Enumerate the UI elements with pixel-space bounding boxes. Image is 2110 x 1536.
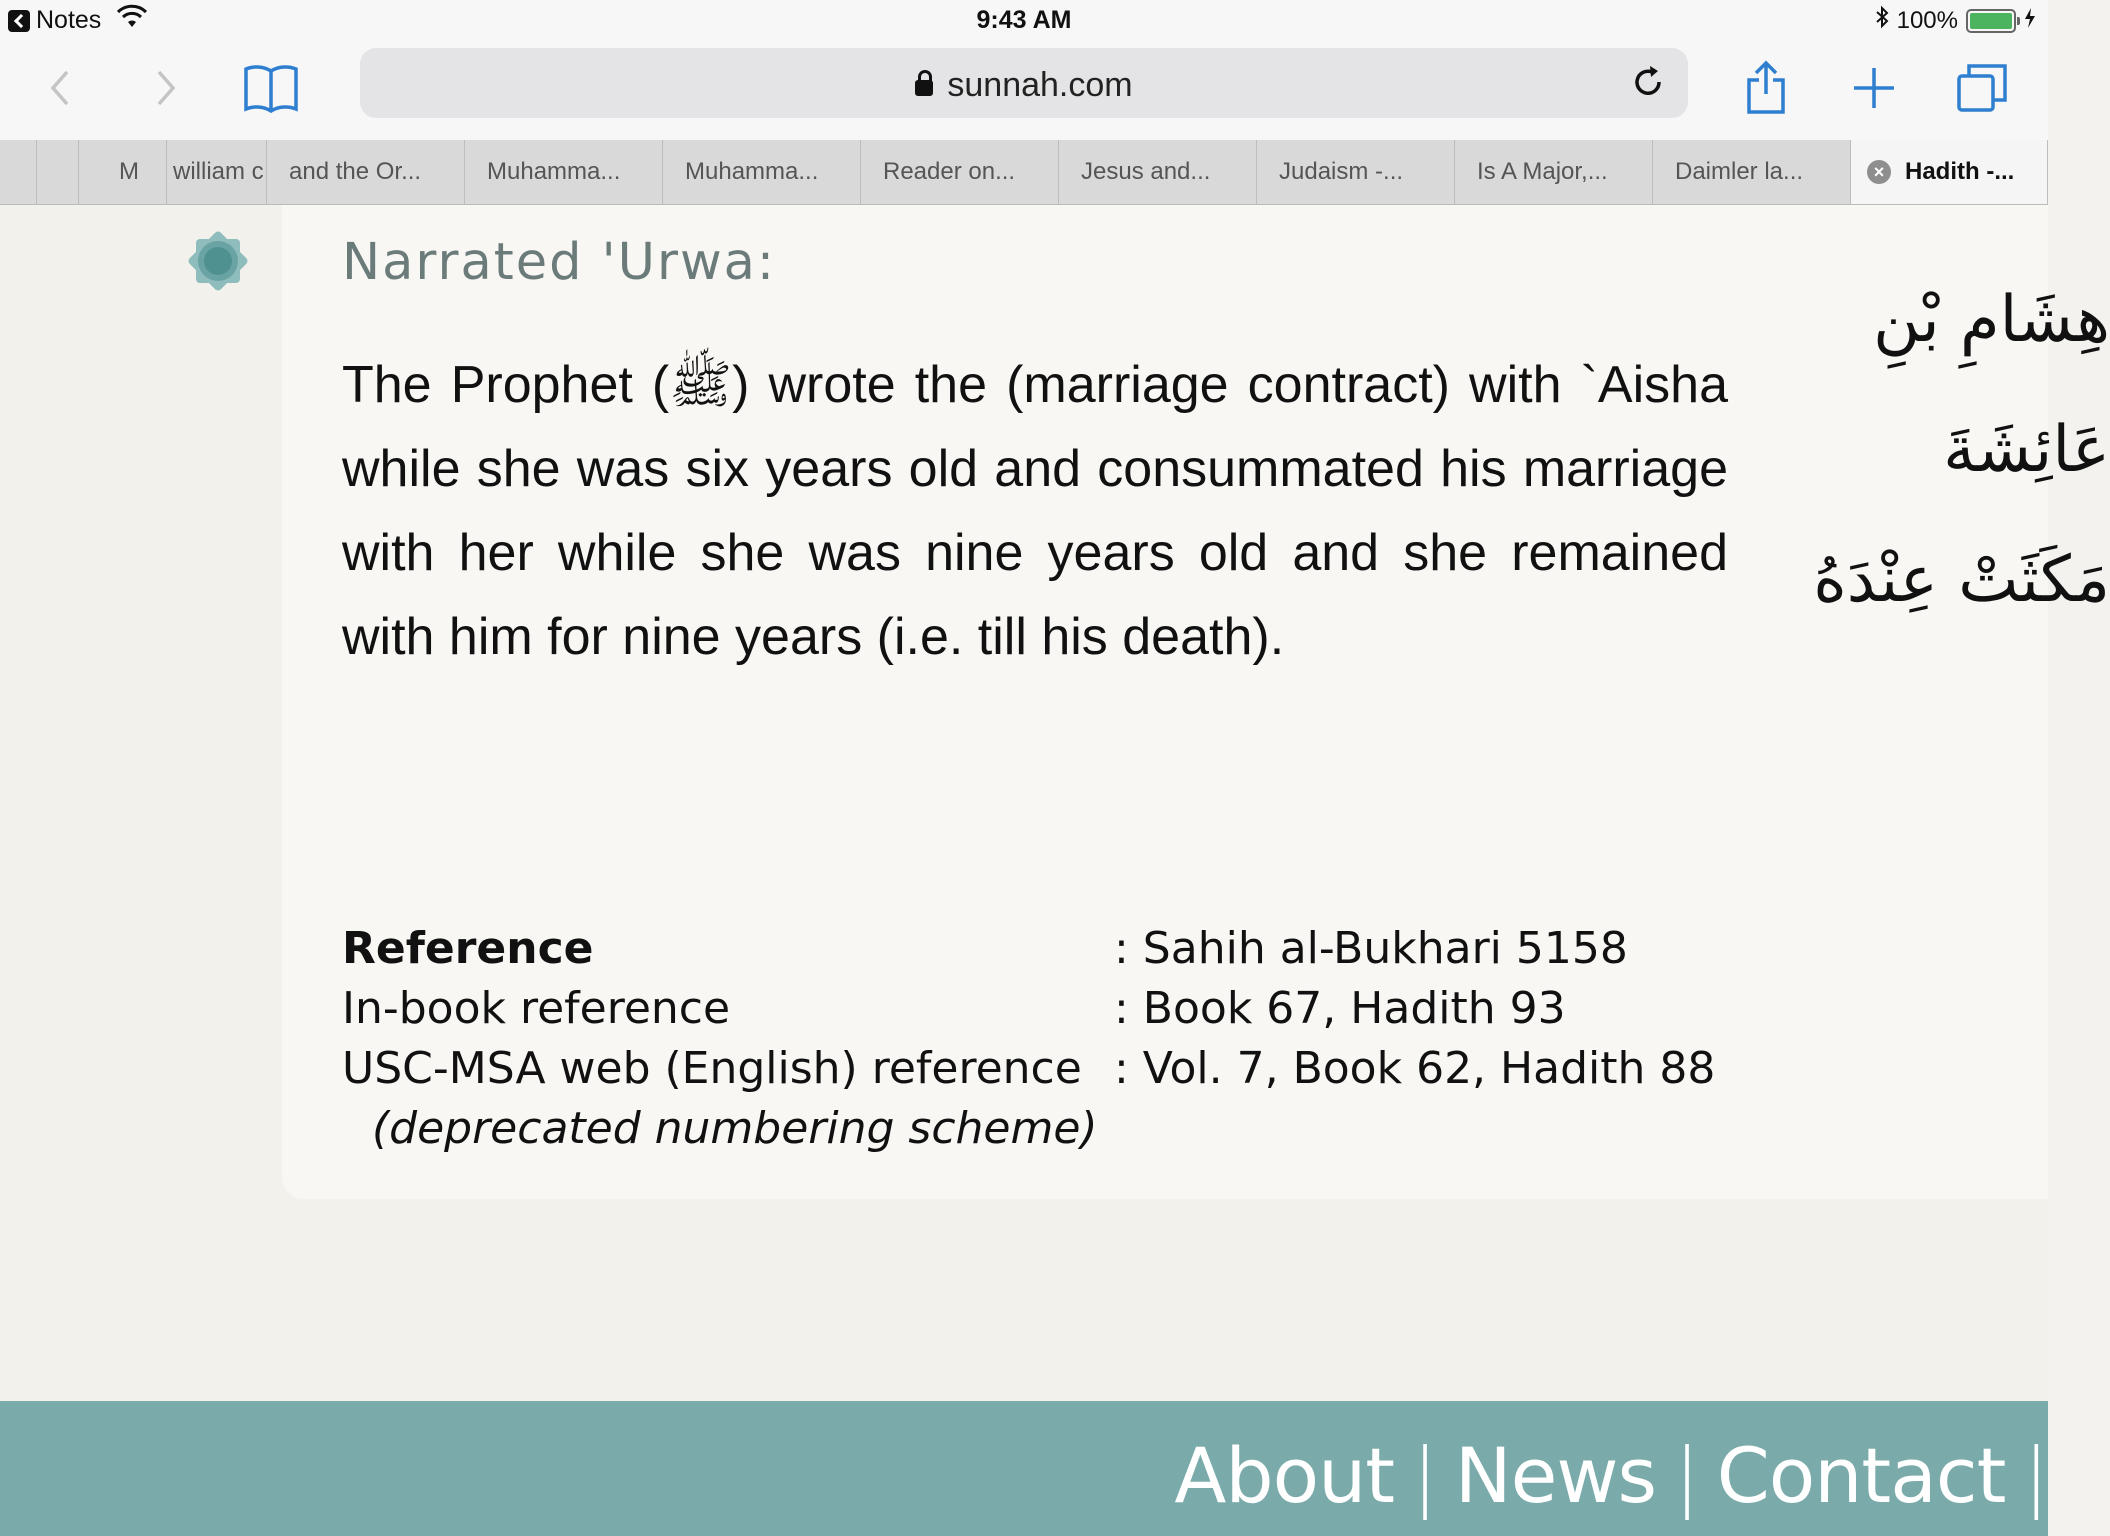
web-page xyxy=(0,205,2110,1401)
browser-toolbar xyxy=(0,40,2048,140)
chevron-left-icon xyxy=(45,68,75,108)
footer-separator: | xyxy=(1412,1431,1437,1520)
url-text: sunnah.com xyxy=(947,66,1133,104)
back-app-label: Notes xyxy=(36,6,102,34)
arabic-line: مَكَثَتْ عِنْدَهُ xyxy=(1813,543,2110,617)
reload-button[interactable] xyxy=(1628,62,1668,107)
contact-link[interactable]: Contact xyxy=(1716,1431,2006,1520)
tab-active[interactable]: × Hadith -... xyxy=(1851,140,2048,204)
tab-8[interactable]: Judaism -... xyxy=(1257,140,1455,204)
reference-value: : Sahih al-Bukhari 5158 xyxy=(1114,923,1628,974)
bookmarks-button[interactable] xyxy=(240,58,302,118)
tab-4[interactable]: Muhamma... xyxy=(465,140,663,204)
status-bar xyxy=(0,0,2048,40)
footer-separator: | xyxy=(1674,1431,1699,1520)
site-footer xyxy=(0,1401,2048,1536)
tab-bar xyxy=(0,140,2048,205)
star-emblem-icon xyxy=(176,219,260,308)
arabic-line: عَائِشَةَ xyxy=(1943,413,2110,487)
tab-9[interactable]: Is A Major,... xyxy=(1455,140,1653,204)
tabs-icon xyxy=(1955,62,2009,114)
reload-icon xyxy=(1628,62,1668,102)
battery-icon xyxy=(1966,9,2016,33)
tabs-overview-button[interactable] xyxy=(1952,58,2012,118)
reference-label: Reference xyxy=(342,923,594,974)
forward-button[interactable] xyxy=(136,58,196,118)
tab-3[interactable]: and the Or... xyxy=(267,140,465,204)
address-bar[interactable] xyxy=(360,48,1688,118)
narrator-heading: Narrated 'Urwa: xyxy=(342,233,777,292)
book-icon xyxy=(243,63,299,113)
hadith-text: The Prophet (ﷺ) wrote the (marriage contract) with `Aisha while she was six years old and consummated his marriage with her while she was nine years old and she remained with him for nine years (i.e. till his death). xyxy=(342,356,1728,666)
about-link[interactable]: About xyxy=(1174,1431,1395,1520)
charging-icon xyxy=(2024,7,2036,35)
inbook-label: In-book reference xyxy=(342,983,731,1034)
arabic-line: هِشَامِ بْنِ xyxy=(1873,283,2110,357)
plus-icon xyxy=(1850,64,1898,112)
new-tab-button[interactable] xyxy=(1844,58,1904,118)
usc-label: USC-MSA web (English) reference xyxy=(342,1043,1082,1094)
tab-stack[interactable] xyxy=(37,140,79,204)
usc-note: (deprecated numbering scheme) xyxy=(372,1103,1098,1154)
tab-5[interactable]: Muhamma... xyxy=(663,140,861,204)
tab-2[interactable]: william c xyxy=(167,140,267,204)
footer-separator: | xyxy=(2023,1431,2048,1520)
tab-1[interactable]: M xyxy=(79,140,167,204)
battery-percent: 100% xyxy=(1896,6,1958,34)
clock: 9:43 AM xyxy=(976,6,1072,34)
back-button[interactable] xyxy=(30,58,90,118)
arabic-text xyxy=(1813,255,2110,645)
chevron-right-icon xyxy=(151,68,181,108)
share-button[interactable] xyxy=(1736,58,1796,118)
inbook-value: : Book 67, Hadith 93 xyxy=(1114,983,1566,1034)
tab-7[interactable]: Jesus and... xyxy=(1059,140,1257,204)
close-tab-icon[interactable]: × xyxy=(1867,160,1891,184)
tab-6[interactable]: Reader on... xyxy=(861,140,1059,204)
lock-icon xyxy=(915,80,933,96)
share-icon xyxy=(1743,60,1789,116)
tab-stack[interactable] xyxy=(0,140,37,204)
news-link[interactable]: News xyxy=(1454,1431,1657,1520)
bluetooth-icon xyxy=(1875,6,1889,35)
tab-10[interactable]: Daimler la... xyxy=(1653,140,1851,204)
usc-value: : Vol. 7, Book 62, Hadith 88 xyxy=(1114,1043,1716,1094)
